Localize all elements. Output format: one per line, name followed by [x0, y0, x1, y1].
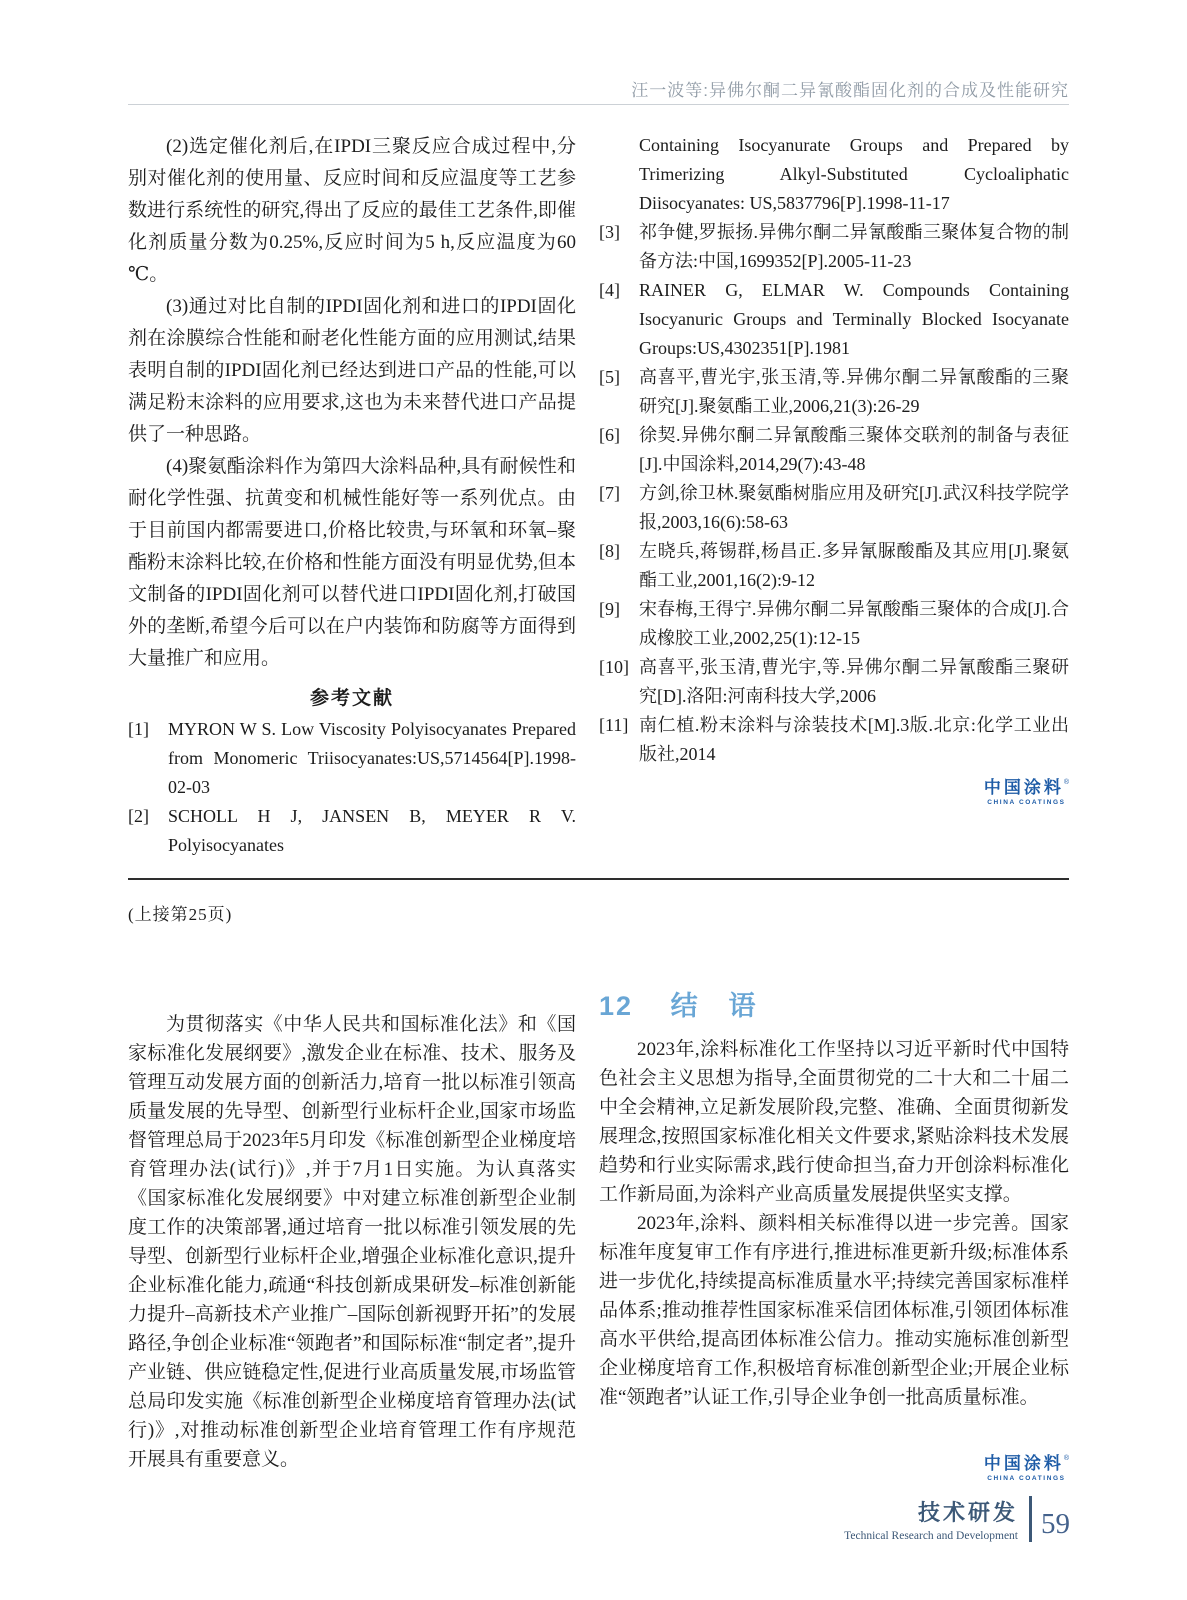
- reference-label: [9]: [599, 599, 620, 619]
- continued-left-paragraph: 为贯彻落实《中华人民共和国标准化法》和《国家标准化发展纲要》,激发企业在标准、技术、服务及管理互动发展方面的创新活力,培育一批以标准引领高质量发展的先导型、创新型行业标杆企业,国家市场监督管理总局于2023年5月印发《标准创新型企业梯度培育管理办法(试行)》,并于7月1日实施。为认真落实《国家标准化发展纲要》中对建立标准创新型企业制度工作的决策部署,通过培育一批以标准引领发展的先导型、创新型行业标杆企业,增强企业标准化意识,提升企业标准化能力,疏通“科技创新成果研发–标准创新能力提升–高新技术产业推广–国际创新视野开拓”的发展路径,争创企业标准“领跑者”和国际标准“制定者”,提升产业链、供应链稳定性,促进行业高质量发展,市场监管总局印发实施《标准创新型企业梯度培育管理办法(试行)》,对推动标准创新型企业培育管理工作有序规范开展具有重要意义。: [128, 1014, 576, 1470]
- footer-titles: [844, 1496, 1018, 1542]
- china-coatings-logo-cn-row: [984, 780, 1069, 797]
- reference-text: 左晓兵,蒋锡群,杨昌正.多异氰脲酸酯及其应用[J].聚氨酯工业,2001,16(2):9-12: [639, 541, 1069, 590]
- reference-label: [1]: [128, 719, 149, 739]
- reference-text: 徐契.异佛尔酮二异氰酸酯三聚体交联剂的制备与表征[J].中国涂料,2014,29(7):43-48: [639, 425, 1069, 474]
- article-divider: [128, 878, 1069, 880]
- reference-item-2-continuation: [599, 131, 1069, 218]
- reference-text: 高喜平,张玉清,曹光宇,等.异佛尔酮二异氰酸酯三聚研究[D].洛阳:河南科技大学,2006: [639, 657, 1069, 706]
- reference-text: SCHOLL H J, JANSEN B, MEYER R V. Polyisocyanates: [168, 806, 576, 855]
- section-title: 结 语: [670, 991, 758, 1021]
- reference-label: [4]: [599, 280, 620, 300]
- reference-item-8: [599, 537, 1069, 595]
- reference-label-empty: [599, 131, 639, 218]
- conclusion-paragraph-2: (2)选定催化剂后,在IPDI三聚反应合成过程中,分别对催化剂的使用量、反应时间和反应温度等工艺参数进行系统性的研究,得出了反应的最佳工艺条件,即催化剂质量分数为0.25%,反应时间为5 h,反应温度为60 ℃。: [128, 136, 576, 285]
- reference-label: [8]: [599, 541, 620, 561]
- reference-label: [7]: [599, 483, 620, 503]
- reference-text: 高喜平,曹光宇,张玉清,等.异佛尔酮二异氰酸酯的三聚研究[J].聚氨酯工业,2006,21(3):26-29: [639, 367, 1069, 416]
- reference-item-1: [128, 715, 576, 802]
- china-coatings-logo: [984, 779, 1069, 807]
- china-coatings-logo-en: CHINA COATINGS: [987, 1474, 1066, 1482]
- continued-article-section: [128, 984, 1069, 1482]
- reference-text: 方剑,徐卫林.聚氨酯树脂应用及研究[J].武汉科技学院学报,2003,16(6):58-63: [639, 483, 1069, 532]
- header-rule: [128, 104, 1069, 105]
- registered-mark-icon: ®: [1063, 779, 1069, 786]
- china-coatings-logo-cn: 中国涂料: [983, 1453, 1064, 1473]
- reference-label: [10]: [599, 657, 629, 677]
- page-footer: [844, 1496, 1070, 1542]
- conclusion-paragraph-4: (4)聚氨酯涂料作为第四大涂料品种,具有耐候性和耐化学性强、抗黄变和机械性能好等一系列优点。由于目前国内都需要进口,价格比较贵,与环氧和环氧–聚酯粉末涂料比较,在价格和性能方面没有明显优势,但本文制备的IPDI固化剂可以替代进口IPDI固化剂,打破国外的垄断,希望今后可以在户内装饰和防腐等方面得到大量推广和应用。: [128, 456, 576, 669]
- references-heading: 参考文献: [309, 688, 394, 709]
- article-end-section: [128, 131, 1069, 860]
- china-coatings-logo: [984, 1455, 1069, 1483]
- reference-item-11: [599, 711, 1069, 769]
- reference-label: [11]: [599, 715, 629, 735]
- registered-mark-icon: ®: [1063, 1454, 1069, 1462]
- reference-item-10: [599, 653, 1069, 711]
- continuation-note: (上接第25页): [128, 905, 233, 924]
- conclusion-paragraph-b: 2023年,涂料、颜料相关标准得以进一步完善。国家标准年度复审工作有序进行,推进标准更新升级;标准体系进一步优化,持续提高标准质量水平;持续完善国家标准样品体系;推动推荐性国家标准采信团体标准,引领团体标准高水平供给,提高团体标准公信力。推动实施标准创新型企业梯度培育工作,积极培育标准创新型企业;开展企业标准“领跑者”认证工作,引导企业争创一批高质量标准。: [599, 1213, 1069, 1408]
- reference-text: 南仁植.粉末涂料与涂装技术[M].3版.北京:化学工业出版社,2014: [639, 715, 1069, 764]
- reference-item-5: [599, 363, 1069, 421]
- left-column-lower: [128, 984, 576, 1474]
- logo-container: [599, 779, 1069, 809]
- reference-label: [2]: [128, 806, 149, 826]
- reference-item-9: [599, 595, 1069, 653]
- reference-text: 祁争健,罗振扬.异佛尔酮二异氰酸酯三聚体复合物的制备方法:中国,1699352[P].2005-11-23: [639, 222, 1069, 271]
- reference-text: RAINER G, ELMAR W. Compounds Containing Isocyanuric Groups and Terminally Blocked Isocyanate Groups:US,4302351[P].1981: [639, 280, 1069, 358]
- reference-item-4: [599, 276, 1069, 363]
- page-number: 59: [1041, 1507, 1070, 1540]
- conclusion-paragraph-a: 2023年,涂料标准化工作坚持以习近平新时代中国特色社会主义思想为指导,全面贯彻党的二十大和二十届二中全会精神,立足新发展阶段,完整、准确、全面贯彻新发展理念,按照国家标准化相关文件要求,紧贴涂料技术发展趋势和行业实际需求,践行使命担当,奋力开创涂料标准化工作新局面,为涂料产业高质量发展提供坚实支撑。: [599, 1039, 1069, 1205]
- reference-item-2: [128, 802, 576, 860]
- footer-section-title: 技术研发: [917, 1500, 1018, 1525]
- reference-item-3: [599, 218, 1069, 276]
- running-header: 汪一波等:异佛尔酮二异氰酸酯固化剂的合成及性能研究: [631, 81, 1069, 100]
- conclusion-paragraph-3: (3)通过对比自制的IPDI固化剂和进口的IPDI固化剂在涂膜综合性能和耐老化性能方面的应用测试,结果表明自制的IPDI固化剂已经达到进口产品的性能,可以满足粉末涂料的应用要求,这也为未来替代进口产品提供了一种思路。: [128, 296, 576, 445]
- reference-text: MYRON W S. Low Viscosity Polyisocyanates Prepared from Monomeric Triisocyanates:US,5714564[P].1998-02-03: [168, 719, 576, 797]
- footer-section-subtitle: Technical Research and Development: [844, 1530, 1018, 1542]
- left-column: [128, 131, 576, 860]
- reference-text: 宋春梅,王得宁.异佛尔酮二异氰酸酯三聚体的合成[J].合成橡胶工业,2002,25(1):12-15: [639, 599, 1069, 648]
- footer-divider-bar: [1029, 1496, 1032, 1542]
- section-heading: [599, 984, 1069, 1023]
- reference-item-6: [599, 421, 1069, 479]
- china-coatings-logo-en: CHINA COATINGS: [987, 799, 1066, 806]
- right-column-lower: [599, 984, 1069, 1482]
- china-coatings-logo-cn: 中国涂料: [983, 778, 1064, 797]
- right-column: [599, 131, 1069, 860]
- reference-text: Containing Isocyanurate Groups and Prepared by Trimerizing Alkyl-Substituted Cycloaliphatic Diisocyanates: US,5837796[P].1998-11-17: [639, 135, 1069, 213]
- reference-item-7: [599, 479, 1069, 537]
- reference-label: [5]: [599, 367, 620, 387]
- china-coatings-logo-cn-row: [983, 1453, 1069, 1473]
- reference-label: [3]: [599, 222, 620, 242]
- reference-label: [6]: [599, 425, 620, 445]
- section-number: 12: [599, 991, 634, 1021]
